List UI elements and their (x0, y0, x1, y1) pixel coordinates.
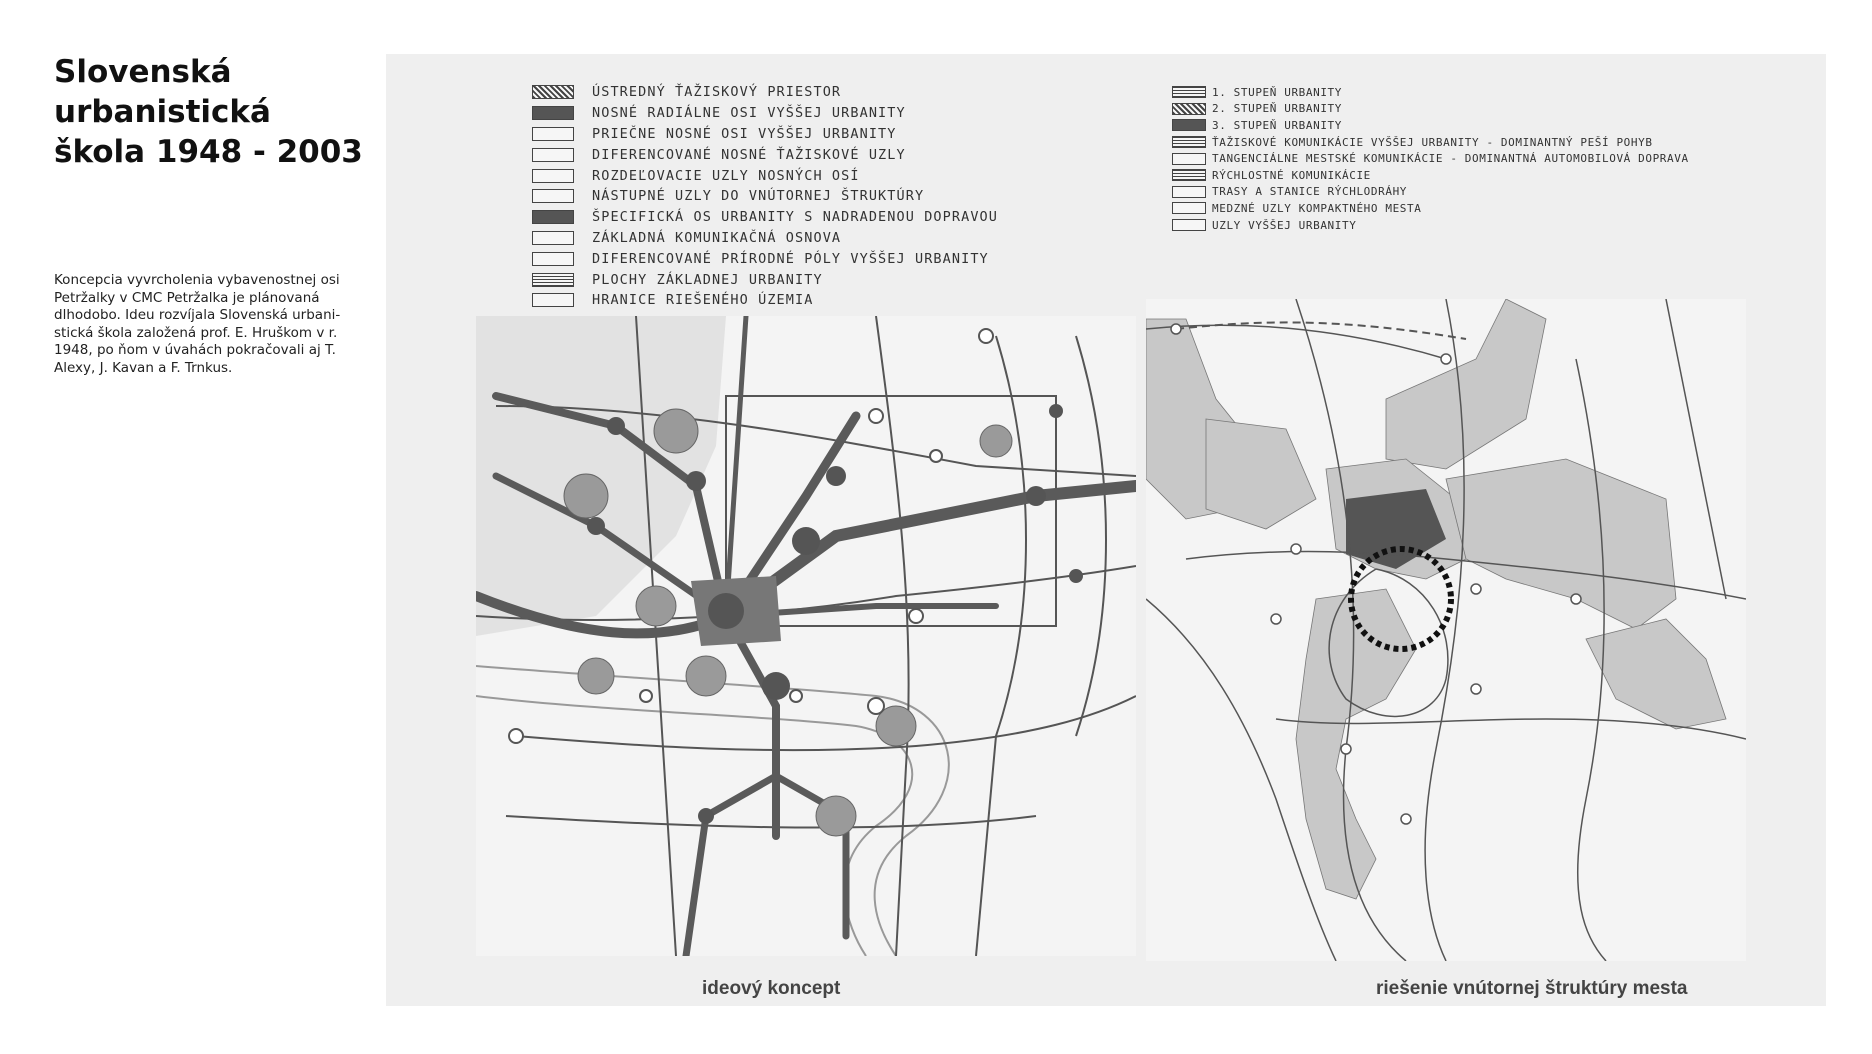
description-line: stická škola založená prof. E. Hruškom v r. (54, 324, 338, 341)
description-line: Koncepcia vyvrcholenia vybavenostnej osi (54, 272, 340, 288)
page-title (54, 52, 384, 172)
legend-item (532, 165, 998, 186)
legend-swatch (532, 293, 574, 307)
legend-swatch (532, 169, 574, 183)
legend-item (1172, 101, 1689, 118)
legend-swatch (532, 106, 574, 120)
legend-label: NOSNÉ RADIÁLNE OSI VYŠŠEJ URBANITY (592, 105, 906, 122)
legend-swatch (1172, 202, 1206, 214)
legend-item (532, 207, 998, 228)
description-line: Petržalky v CMC Petržalka je plánovaná (54, 289, 320, 306)
description-line: 1948, po ňom v úvahách pokračovali aj T. (54, 342, 336, 358)
legend-label: PRIEČNE NOSNÉ OSI VYŠŠEJ URBANITY (592, 125, 897, 142)
legend-swatch (1172, 86, 1206, 98)
legend-item (532, 144, 998, 165)
title-line: škola 1948 - 2003 (54, 134, 363, 170)
legend-item (532, 290, 998, 311)
legend-swatch (532, 189, 574, 203)
legend-label: ÚSTREDNÝ ŤAŽISKOVÝ PRIESTOR (592, 84, 842, 101)
legend-item (532, 82, 998, 103)
legend-swatch (1172, 103, 1206, 115)
legend-item (532, 186, 998, 207)
legend-label: MEDZNÉ UZLY KOMPAKTNÉHO MESTA (1212, 201, 1422, 215)
description-line: dlhodobo. Ideu rozvíjala Slovenská urbani- (54, 307, 341, 323)
concept-map (476, 316, 1136, 956)
legend-item (1172, 84, 1689, 101)
legend-swatch (532, 252, 574, 266)
legend-label: DIFERENCOVANÉ PRÍRODNÉ PÓLY VYŠŠEJ URBANITY (592, 250, 989, 267)
legend-label: UZLY VYŠŠEJ URBANITY (1212, 218, 1357, 232)
structure-map (1146, 299, 1746, 961)
legend-swatch (1172, 119, 1206, 131)
legend-item (1172, 134, 1689, 151)
legend-label: 1. STUPEŇ URBANITY (1212, 85, 1343, 99)
legend-label: 3. STUPEŇ URBANITY (1212, 118, 1343, 132)
left-legend (532, 82, 998, 311)
description-text (54, 272, 354, 377)
legend-label: ŠPECIFICKÁ OS URBANITY S NADRADENOU DOPRAVOU (592, 209, 999, 226)
legend-label: NÁSTUPNÉ UZLY DO VNÚTORNEJ ŠTRUKTÚRY (592, 188, 925, 205)
legend-swatch (532, 127, 574, 141)
legend-swatch (532, 210, 574, 224)
legend-item (532, 124, 998, 145)
legend-label: TANGENCIÁLNE MESTSKÉ KOMUNIKÁCIE - DOMINANTNÁ AUTOMOBILOVÁ DOPRAVA (1212, 152, 1689, 166)
legend-swatch (532, 148, 574, 162)
legend-swatch (1172, 169, 1206, 181)
figure-panel (386, 54, 1826, 1006)
legend-item (532, 248, 998, 269)
legend-item (1172, 150, 1689, 167)
legend-swatch (1172, 186, 1206, 198)
legend-item (1172, 117, 1689, 134)
legend-label: 2. STUPEŇ URBANITY (1212, 102, 1343, 116)
legend-label: PLOCHY ZÁKLADNEJ URBANITY (592, 271, 823, 288)
legend-item (1172, 200, 1689, 217)
legend-swatch (1172, 219, 1206, 231)
legend-item (1172, 184, 1689, 201)
legend-label: HRANICE RIEŠENÉHO ÚZEMIA (592, 292, 814, 309)
legend-label: TRASY A STANICE RÝCHLODRÁHY (1212, 185, 1408, 199)
legend-label: ROZDEĽOVACIE UZLY NOSNÝCH OSÍ (592, 167, 860, 184)
title-line: urbanistická (54, 94, 271, 130)
legend-swatch (1172, 153, 1206, 165)
legend-label: DIFERENCOVANÉ NOSNÉ ŤAŽISKOVÉ UZLY (592, 146, 906, 163)
description-line: Alexy, J. Kavan a F. Trnkus. (54, 359, 233, 376)
legend-item (532, 269, 998, 290)
legend-swatch (532, 231, 574, 245)
legend-label: RÝCHLOSTNÉ KOMUNIKÁCIE (1212, 168, 1371, 182)
left-caption: ideový koncept (702, 978, 841, 999)
legend-item (1172, 217, 1689, 234)
legend-item (532, 103, 998, 124)
legend-label: ZÁKLADNÁ KOMUNIKAČNÁ OSNOVA (592, 229, 842, 246)
legend-swatch (532, 273, 574, 287)
legend-swatch (532, 85, 574, 99)
legend-item (532, 228, 998, 249)
title-line: Slovenská (54, 54, 232, 90)
right-caption: riešenie vnútornej štruktúry mesta (1376, 978, 1688, 999)
right-legend (1172, 84, 1689, 233)
legend-item (1172, 167, 1689, 184)
legend-label: ŤAŽISKOVÉ KOMUNIKÁCIE VYŠŠEJ URBANITY - DOMINANTNÝ PEŠÍ POHYB (1212, 135, 1653, 149)
legend-swatch (1172, 136, 1206, 148)
